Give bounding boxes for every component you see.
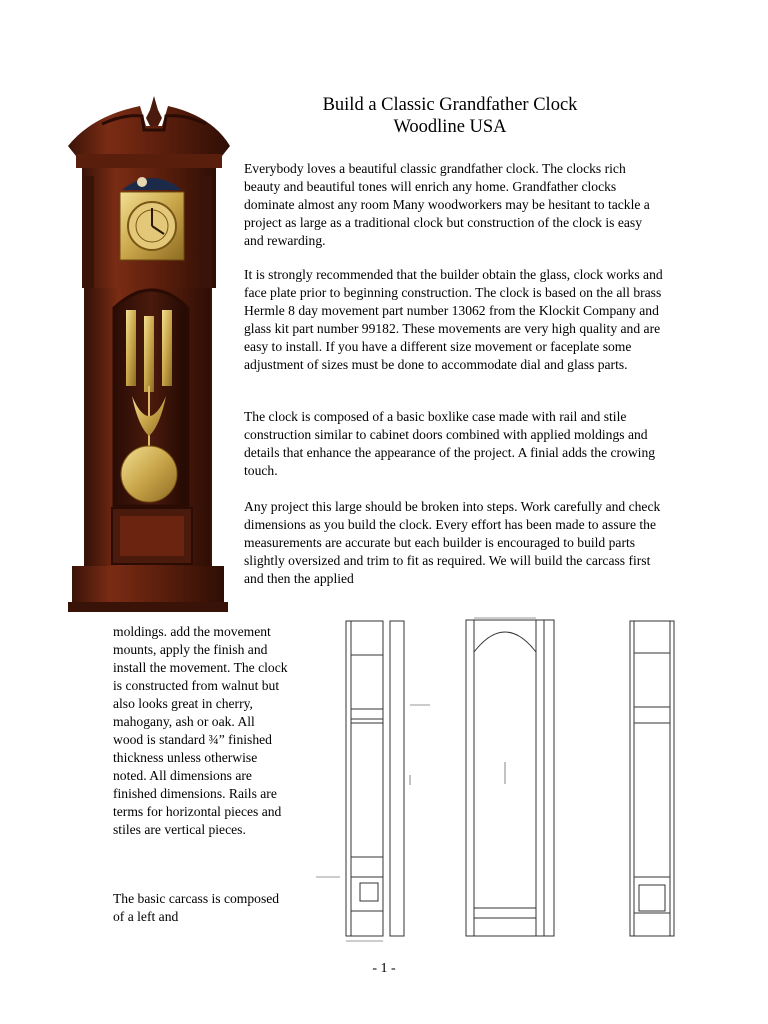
paragraph-composition: The clock is composed of a basic boxlike case made with rail and stile construction similar to cabinet doors combined with applied moldings and details that enhance the appearance of the project. A finial adds the crowing touch. bbox=[244, 409, 656, 478]
paragraph-recommendations: It is strongly recommended that the builder obtain the glass, clock works and face plate prior to beginning construction. The clock is based on the all brass Hermle 8 day movement part number 13062 from the Klockit Company and glass kit part number 99182. These movements are very high quality and are easy to install. If you have a different size movement or faceplate some adjustment of sizes must be done to accommodate dial and glass parts. bbox=[244, 267, 663, 372]
page-number: - 1 - bbox=[372, 961, 396, 976]
paragraph-intro: Everybody loves a beautiful classic grandfather clock. The clocks rich beauty and beautiful tones will enrich any home. Grandfather clocks dominate almost any room Many woodworkers may be hesitant to tackle a project as large as a traditional clock but construction of the clock is easy and rewarding. bbox=[244, 161, 650, 248]
end-view-drawing bbox=[625, 615, 680, 945]
paragraph-materials: moldings. add the movement mounts, apply the finish and install the movement. The clock is constructed from walnut but also looks great in cherry, mahogany, ash or oak. All wood is standard ¾” finished thickness unless otherwise noted. All dimensions are finished dimensions. Rails are terms for horizontal pieces and stiles are vertical pieces. bbox=[113, 624, 288, 837]
title-line-2: Woodline USA bbox=[393, 117, 507, 137]
side-view-drawing bbox=[310, 615, 435, 945]
grandfather-clock-photo bbox=[62, 96, 232, 616]
title-line-1: Build a Classic Grandfather Clock bbox=[322, 95, 578, 115]
paragraph-carcass: The basic carcass is composed of a left and bbox=[113, 891, 280, 924]
paragraph-steps: Any project this large should be broken into steps. Work carefully and check dimensions as you build the clock. Every effort has been made to assure the measurements are accurate but each builder is encouraged to build parts slightly oversized and trim to fit as required. We will build the carcass first and then the applied bbox=[244, 499, 661, 586]
document-title bbox=[240, 94, 660, 138]
front-view-drawing bbox=[460, 612, 560, 942]
